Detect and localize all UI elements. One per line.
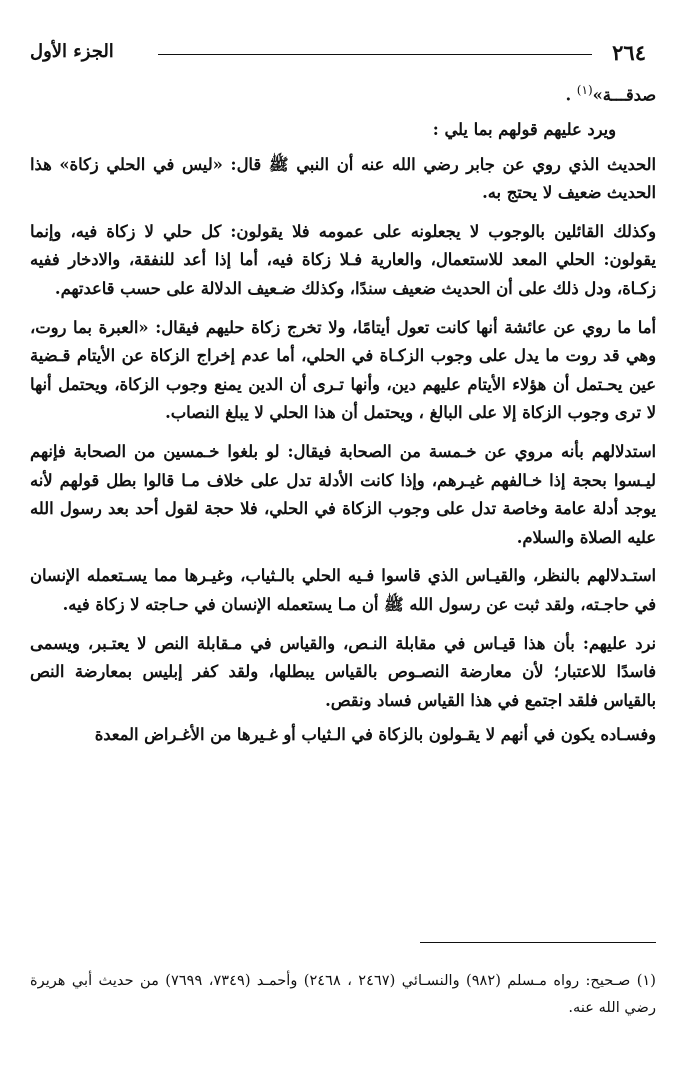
header-rule [158, 54, 592, 55]
running-title: الجزء الأول [30, 41, 114, 62]
footnote-separator [420, 942, 656, 943]
footnote-reference: (١) [576, 83, 593, 97]
continued-word: صدقـــة» [592, 85, 656, 105]
paragraph-qiyas-argument: استـدلالهم بالنظر، والقيـاس الذي قاسوا فـيه الحلي بالـثياب، وغيـرها مما يسـتعمله الإنسان في حاجـته، ولقد ثبت عن رسول الله ﷺ أن مـا يستعمله الإنسان في حـاجته لا زكاة فيه. [30, 566, 656, 614]
paragraph-qiyas-rebuttal: نرد عليهم: بأن هذا قيـاس في مقابلة النـص، والقياس في مـقابلة النص لا يعتـبر، ويسمى فاسدًا للاعتبار؛ لأن معارضة النصـوص بالقياس يبطلها، ولقد كفر إبليس بمعارضة النص بالقياس فلقد اجتمع في هذا القياس فساد ونقص. [30, 633, 656, 710]
jabir-hadith-pre: الحديث الذي روي عن جابر رضي الله عنه أن النبي ﷺ قال: [222, 154, 657, 174]
paragraph-continuation [30, 76, 656, 110]
paragraph-fasad: وفسـاده يكون في أنهم لا يقـولون بالزكاة في الـثياب أو غـيرها من الأغـراض المعدة [94, 725, 656, 745]
hadith-quote: «ليس في الحلي زكاة» [59, 154, 223, 174]
jabir-hadith-post: هذا الحديث ضعيف لا يحتج به. [30, 154, 656, 203]
page-header [30, 40, 654, 68]
body-text [30, 76, 656, 750]
paragraph-five-companions: استدلالهم بأنه مروي عن خـمسة من الصحابة فيقال: لو بلغوا خـمسين من الصحابة فإنهم ليـسوا بحجة إذا خـالفهم غيـرهم، وإذا كانت الأدلة تدل على خلاف مـا قالوا بطل قولهم لأنه يوجد أدلة عامة وخاصة تدل على وجوب الزكاة في الحلي، فلا حجة لقول أحد بعد رسول الله عليه الصلاة والسلام. [30, 441, 656, 547]
page-number: ٢٦٤ [612, 40, 646, 65]
footnote: (١) صـحيح: رواه مـسلم (٩٨٢) والنسـائي (٢٤٦٧ ، ٢٤٦٨) وأحمـد (٧٣٤٩، ٧٦٩٩) من حديث أبي هريرة رضي الله عنه. [30, 971, 656, 1016]
paragraph-aisha-orphans: أما ما روي عن عائشة أنها كانت تعول أيتامًا، ولا تخرج زكاة حليهم فيقال: «العبرة بما روت، وهي قد روت ما يدل على وجوب الزكـاة في الحلي، أما عدم إخراج الزكاة عن الأيتام قـضية عين يحـتمل أن هؤلاء الأيتام عليهم دين، وأنها تـرى أن الدين يمنع وجوب الزكاة، ويحتمل أنها لا ترى وجوب الزكاة إلا على البالغ ، ويحتمل أن هذا الحلي لا يبلغ النصاب. [30, 317, 656, 423]
continued-end: . [565, 85, 577, 105]
paragraph-jabir-hadith [30, 151, 656, 208]
paragraph-response-intro: ويرد عليهم قولهم بما يلي : [432, 120, 616, 140]
paragraph-wujub-scope: وكذلك القائلين بالوجوب لا يجعلونه على عمومه فلا يقولون: كل حلي لا زكاة فيه، وإنما يقولون: الحلي المعد للاستعمال، والعارية فـلا زكاة فيه، أما إذا أعد للنفقة، والادخار ففيه زكـاة، ودل ذلك على أن الحديث ضعيف سندًا، وكذلك ضـعيف الدلالة على حسب قاعدتهم. [30, 221, 656, 298]
